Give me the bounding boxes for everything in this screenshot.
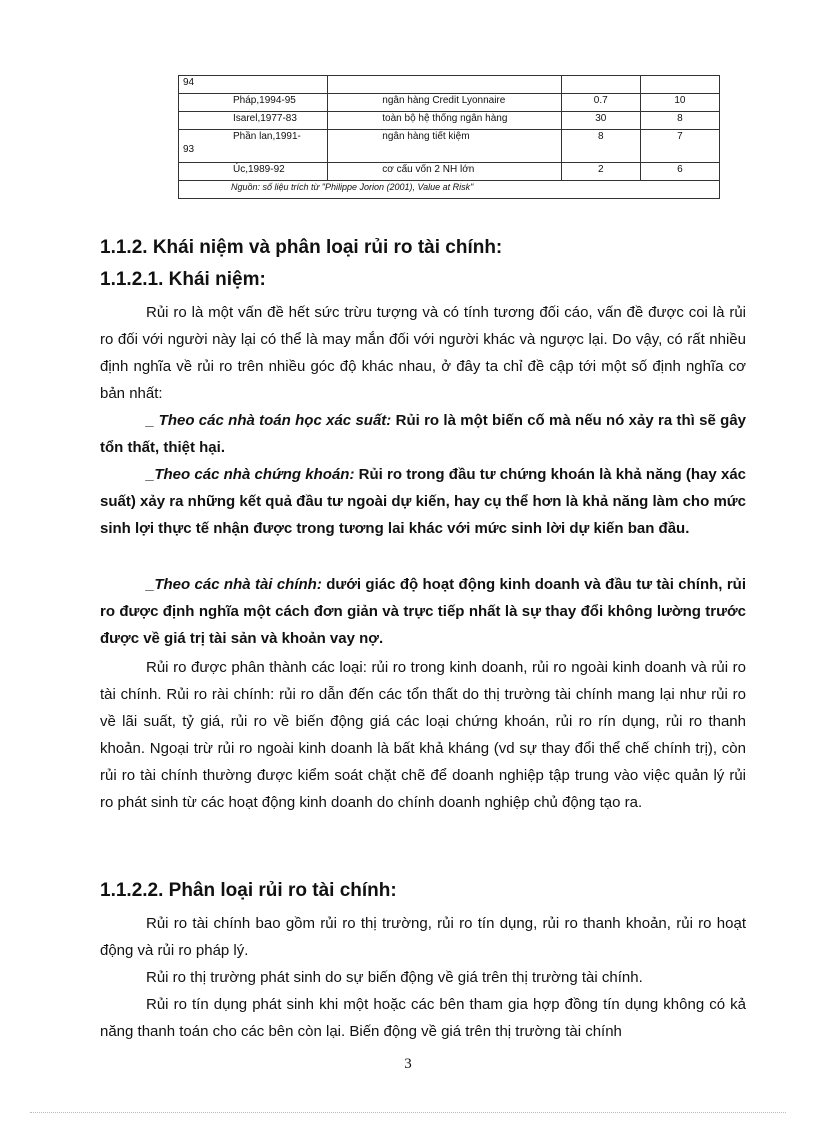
table-cell: 6 <box>640 163 719 181</box>
table-row <box>179 112 720 130</box>
definition-paragraph: _ Theo các nhà toán học xác suất: Rủi ro là một biến cố mà nếu nó xảy ra thì sẽ gây tổn thất, thiệt hại. <box>100 412 746 456</box>
page-divider <box>30 1112 786 1113</box>
table-cell: ngân hàng Credit Lyonnaire <box>328 94 561 112</box>
section-heading: 1.1.2. Khái niệm và phân loại rủi ro tài chính: <box>100 237 503 258</box>
table-cell: 10 <box>640 94 719 112</box>
table-cell <box>640 76 719 94</box>
paragraph: Rủi ro là một vấn đề hết sức trừu tượng và có tính tương đối cáo, vấn đề được coi là rủi ro đối với người này lại có thể là may mắn đối với người khác và ngược lại. Do vậy, có rất nhiều định nghĩa về rủi ro trên nhiều góc độ khác nhau, ở đây ta chỉ đề cập tới một số định nghĩa cơ bản nhất: <box>100 304 746 402</box>
table-cell: Isarel,1977-83 <box>179 112 328 130</box>
table-cell: 0.7 <box>561 94 640 112</box>
table-cell: 7 <box>640 130 719 163</box>
table-cell: ngân hàng tiết kiệm <box>328 130 561 163</box>
table-cell: toàn bộ hệ thống ngân hàng <box>328 112 561 130</box>
table-row <box>179 181 720 199</box>
table-cell: 94 <box>179 76 328 94</box>
table-source: Nguồn: số liệu trích từ "Philippe Jorion (2001), Value at Risk" <box>179 181 720 199</box>
table-cell: 8 <box>640 112 719 130</box>
paragraph: Rủi ro thị trường phát sinh do sự biến động về giá trên thị trường tài chính. <box>146 969 643 986</box>
table-row <box>179 130 720 163</box>
table-cell: 30 <box>561 112 640 130</box>
table-row <box>179 76 720 94</box>
table-cell <box>328 76 561 94</box>
definition-paragraph: _Theo các nhà tài chính: dưới giác độ hoạt động kinh doanh và đầu tư tài chính, rủi ro được định nghĩa một cách đơn giản và trực tiếp nhất là sự thay đổi không lường trước được về giá trị tài sản và khoản vay nợ. <box>100 576 746 647</box>
subsection-heading: 1.1.2.1. Khái niệm: <box>100 269 266 290</box>
paragraph: Rủi ro tài chính bao gồm rủi ro thị trường, rủi ro tín dụng, rủi ro thanh khoản, rủi ro hoạt động và rủi ro pháp lý. <box>100 915 746 959</box>
table-row <box>179 94 720 112</box>
paragraph: Rủi ro được phân thành các loại: rủi ro trong kinh doanh, rủi ro ngoài kinh doanh và rủi ro tài chính. Rủi ro rài chính: rủi ro dẫn đến các tổn thất do thị trường tài chính mang lại như rủi ro về lãi suất, tỷ giá, rủi ro về biến động giá các loại chứng khoán, rủi ro rín dụng, rủi ro thanh khoản. Ngoại trừ rủi ro ngoài kinh doanh là bất khả kháng (vd sự thay đổi thể chế chính trị), còn rủi ro tài chính thường được kiểm soát chặt chẽ để doanh nghiệp tập trung vào việc quản lý rủi ro phát sinh từ các hoạt động kinh doanh do chính doanh nghiệp chủ động tạo ra. <box>100 659 746 811</box>
page-number: 3 <box>404 1056 412 1072</box>
table-cell: 8 <box>561 130 640 163</box>
definition-paragraph: _Theo các nhà chứng khoán: Rủi ro trong đầu tư chứng khoán là khả năng (hay xác suất) xảy ra những kết quả đầu tư ngoài dự kiến, hay cụ thể hơn là khả năng làm cho mức sinh lợi thực tế nhận được trong tương lai khác với mức sinh lời dự kiến ban đầu. <box>100 466 746 537</box>
data-table <box>178 75 720 199</box>
table-cell: Pháp,1994-95 <box>179 94 328 112</box>
table-cell: cơ cấu vốn 2 NH lớn <box>328 163 561 181</box>
paragraph: Rủi ro tín dụng phát sinh khi một hoặc các bên tham gia hợp đồng tín dụng không có kả năng thanh toán cho các bên còn lại. Biến động về giá trên thị trường tài chính <box>100 996 746 1040</box>
table-cell: Phần lan,1991- 93 <box>179 130 328 163</box>
table-cell: Úc,1989-92 <box>179 163 328 181</box>
table-row <box>179 163 720 181</box>
table-cell <box>561 76 640 94</box>
subsection-heading: 1.1.2.2. Phân loại rủi ro tài chính: <box>100 880 397 901</box>
table-cell: 2 <box>561 163 640 181</box>
